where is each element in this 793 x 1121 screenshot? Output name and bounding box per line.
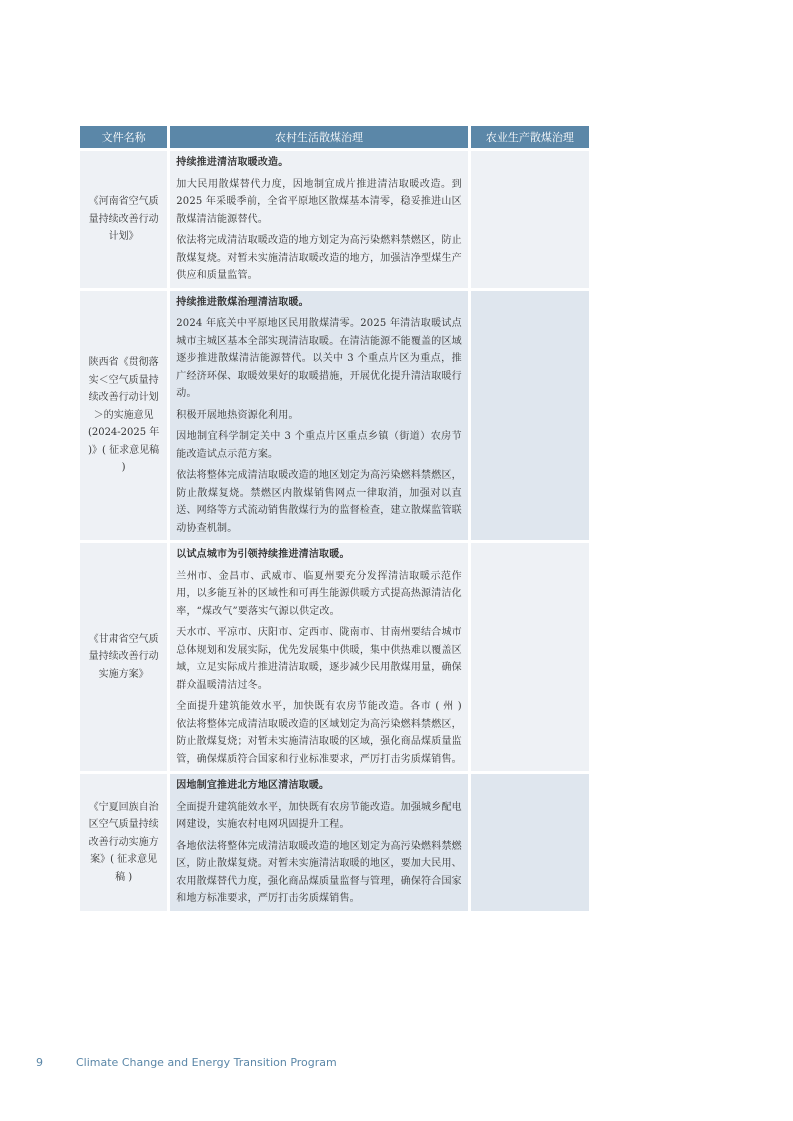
cell-agri-production — [471, 291, 589, 541]
measure-paragraph: 全面提升建筑能效水平，加快既有农房节能改造。加强城乡配电网建设，实施农村电网巩固提升工程。 — [176, 801, 462, 830]
cell-agri-production — [471, 774, 589, 911]
policy-table — [77, 123, 592, 914]
measure-paragraph: 依法将完成清洁取暖改造的地方划定为高污染燃料禁燃区，防止散煤复烧。对暂未实施清洁取暖改造的地方，加强洁净型煤生产供应和质量监管。 — [176, 235, 462, 281]
measure-paragraph: 因地制宜科学制定关中 3 个重点片区重点乡镇（街道）农房节能改造试点示范方案。 — [176, 431, 462, 460]
cell-rural-living — [170, 774, 468, 911]
measure-heading: 因地制宜推进北方地区清洁取暖。 — [176, 780, 330, 791]
cell-agri-production — [471, 151, 589, 288]
header-rural-living: 农村生活散煤治理 — [170, 126, 468, 148]
measure-paragraph: 积极开展地热资源化利用。 — [176, 409, 299, 421]
cell-agri-production — [471, 543, 589, 771]
page-footer — [36, 1056, 337, 1069]
cell-file-name: 《甘肃省空气质量持续改善行动实施方案》 — [80, 543, 167, 771]
measure-paragraph: 依法将整体完成清洁取暖改造的地区划定为高污染燃料禁燃区，防止散煤复烧。禁燃区内散煤销售网点一律取消，加强对以直送、网络等方式流动销售散煤行为的监督检查，建立散煤监管联动协查机制。 — [176, 470, 462, 534]
page-number: 9 — [36, 1056, 43, 1069]
cell-rural-living — [170, 291, 468, 541]
cell-file-name: 陕西省《贯彻落实＜空气质量持续改善行动计划＞的实施意见 (2024-2025 年 )》( 征求意见稿 ) — [80, 291, 167, 541]
table-header — [80, 126, 589, 148]
cell-file-name: 《河南省空气质量持续改善行动计划》 — [80, 151, 167, 288]
table-row — [80, 543, 589, 771]
header-file-name: 文件名称 — [80, 126, 167, 148]
cell-rural-living — [170, 543, 468, 771]
measure-paragraph: 天水市、平凉市、庆阳市、定西市、陇南市、甘南州要结合城市总体规划和发展实际，优先发展集中供暖，集中供热难以覆盖区域，立足实际成片推进清洁取暖，逐步减少民用散煤用量，确保群众温暖清洁过冬。 — [176, 627, 462, 691]
measure-paragraph: 2024 年底关中平原地区民用散煤清零。2025 年清洁取暖试点城市主城区基本全部实现清洁取暖。在清洁能源不能覆盖的区域逐步推进散煤清洁能源替代。以关中 3 个重点片区为重点，推广经济环保、取暖效果好的取暖措施，开展优化提升清洁取暖行动。 — [176, 318, 462, 399]
table-header-row — [80, 126, 589, 148]
measure-paragraph: 全面提升建筑能效水平，加快既有农房节能改造。各市 ( 州 ) 依法将整体完成清洁取暖改造的区域划定为高污染燃料禁燃区，防止散煤复烧；对暂未实施清洁取暖的区域，强化商品煤质量监管，确保煤质符合国家和行业标准要求，严厉打击劣质煤销售。 — [176, 701, 462, 765]
measure-heading: 以试点城市为引领持续推进清洁取暖。 — [176, 549, 350, 560]
measure-paragraph: 各地依法将整体完成清洁取暖改造的地区划定为高污染燃料禁燃区，防止散煤复烧。对暂未实施清洁取暖的地区，要加大民用、农用散煤替代力度，强化商品煤质量监督与管理，确保符合国家和地方标准要求，严厉打击劣质煤销售。 — [176, 840, 462, 904]
measure-heading: 持续推进散煤治理清洁取暖。 — [176, 296, 309, 308]
program-name: Climate Change and Energy Transition Program — [76, 1056, 337, 1069]
cell-file-name: 《宁夏回族自治区空气质量持续改善行动实施方案》( 征求意见稿 ) — [80, 774, 167, 911]
measure-paragraph: 加大民用散煤替代力度，因地制宜成片推进清洁取暖改造。到 2025 年采暖季前，全省平原地区散煤基本清零，稳妥推进山区散煤清洁能源替代。 — [176, 178, 462, 225]
table-row — [80, 774, 589, 911]
measure-heading: 持续推进清洁取暖改造。 — [176, 157, 289, 168]
table-row — [80, 291, 589, 541]
header-agri-production: 农业生产散煤治理 — [471, 126, 589, 148]
cell-rural-living — [170, 151, 468, 288]
measure-paragraph: 兰州市、金昌市、武威市、临夏州要充分发挥清洁取暖示范作用，以多能互补的区域性和可再生能源供暖方式提高热源清洁化率，“煤改气”要落实气源以供定改。 — [176, 570, 462, 617]
table-row — [80, 151, 589, 288]
table-body — [80, 151, 589, 911]
